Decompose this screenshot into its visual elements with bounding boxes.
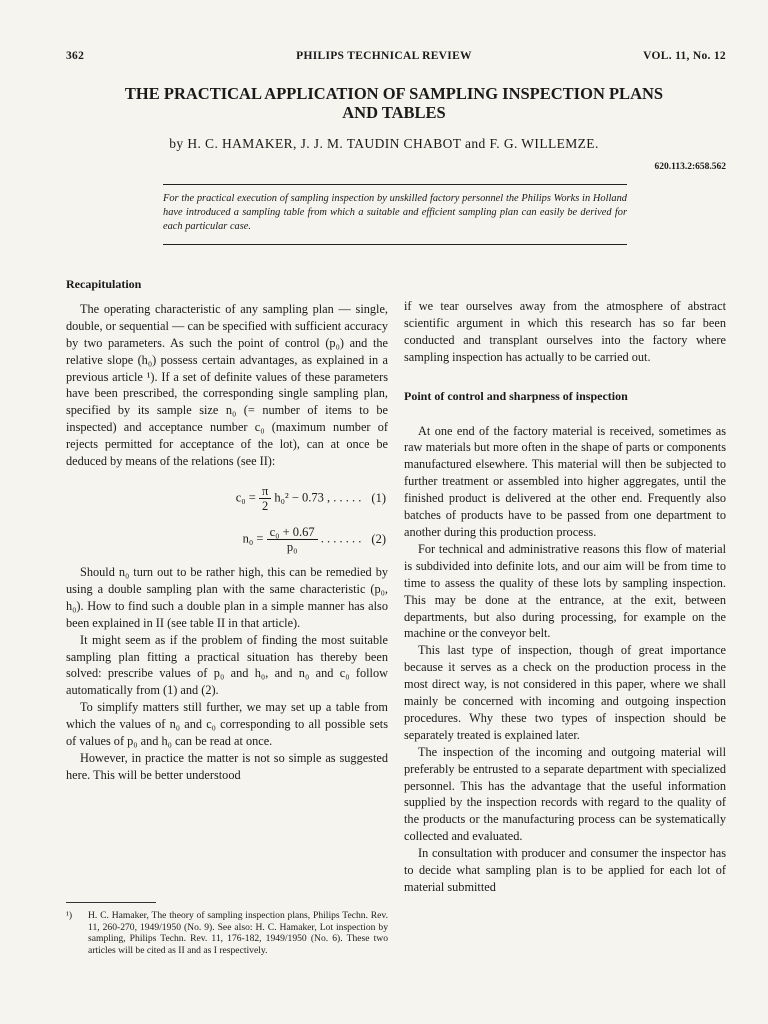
footnote-rule [66,902,156,903]
section-heading-recapitulation: Recapitulation [66,277,142,291]
section-heading-point-of-control: Point of control and sharpness of inspection [404,388,628,403]
eq1-numerator: π [259,484,271,499]
authors: by H. C. HAMAKER, J. J. M. TAUDIN CHABOT and F. G. WILLEMZE. [169,136,599,151]
running-header: PHILIPS TECHNICAL REVIEW [296,50,472,62]
page-number: 362 [66,50,85,62]
abstract-top-rule [163,184,627,185]
title-line-1: THE PRACTICAL APPLICATION OF SAMPLING INSPECTION PLANS [124,84,664,103]
eq1-denominator: 2 [261,498,269,513]
left-column [66,276,388,784]
paragraph: It might seem as if the problem of finding the most suitable sampling plan fitting a practical situation has thereby been solved: prescribe values of p₀ and h₀, and n₀ and c₀ follow automatically from (1) and (2). [66,632,388,698]
eq2-fraction [267,525,318,554]
paragraph: if we tear ourselves away from the atmosphere of abstract scientific argument in which this research has so far been conducted and transplant ourselves into the factory where sampling inspection has actually to be carried out. [404,299,726,364]
eq1-fraction [259,484,271,513]
paragraph: In consultation with producer and consumer the inspector has to decide what sampling plan is to be applied for each lot of material submitted [404,846,726,894]
paragraph: At one end of the factory material is received, sometimes as raw materials but more often in the shape of parts or components manufactured elsewhere. This material will then be subjected to further treatment or assembled into higher aggregates, until the finished product is delivered at the other end. Frequently also batches of products have to be passed from one department to another during this production process. [404,423,726,539]
volume-info: VOL. 11, No. 12 [643,50,726,62]
abstract: For the practical execution of sampling inspection by unskilled factory personnel the Philips Works in Holland have introduced a sampling table from which a suitable and efficient sampling plan can easily be derived for each particular case. [163,193,627,232]
right-column [404,298,726,896]
eq2-denominator: p₀ [286,539,298,554]
eq2-label: (2) [371,532,386,547]
eq1-rhs: h₀² − 0.73 , . . . . . [274,490,362,505]
paragraph: Should n₀ turn out to be rather high, this can be remedied by using a double sampling plan with the same characteristic (p₀, h₀). How to find such a double plan in a simple manner has also been explained in II (see table II in that article). [66,564,388,630]
eq2-numerator: c₀ + 0.67 [267,525,318,540]
paragraph: The operating characteristic of any sampling plan — single, double, or sequential — can be specified with sufficient accuracy by two parameters. As such the point of control (p₀) and the relative slope (h₀) possess certain advantages, as explained in a previous article ¹). If a set of definite values of these parameters have been prescribed, the corresponding single sampling plan, specified by its sample size n₀ (= number of items to be inspected) and acceptance number c₀ (maximum number of rejects permitted for acceptance of the lot), can at once be deduced by means of the relations (see II): [66,301,388,469]
eq1-lhs: c₀ = [235,490,256,505]
eq2-lhs: n₀ = [242,531,264,546]
paragraph: However, in practice the matter is not so simple as suggested here. This will be better understood [66,750,388,782]
abstract-bottom-rule [163,244,627,245]
equation-1 [66,484,386,513]
paragraph: To simplify matters still further, we may set up a table from which the values of n₀ and c₀ corresponding to all possible sets of values of p₀ and h₀ can be read at once. [66,700,388,749]
paragraph: The inspection of the incoming and outgoing material will preferably be entrusted to a separate department with specialized personnel. This has the advantage that the useful information supplied by the inspection records with regard to the quality of the products or the manufacturing process can be systematically collected and evaluated. [404,744,726,844]
footnote-mark: ¹) [66,910,73,921]
udc-code: 620.113.2:658.562 [654,162,726,172]
equation-2 [66,525,386,554]
footnote-text: H. C. Hamaker, The theory of sampling inspection plans, Philips Techn. Rev. 11, 260-270, 1949/1950 (No. 9). See also: H. C. Hamaker, Lot inspection by sampling, Philips Techn. Rev. 11, 176-182, 1949/1950 (No. 6). These two articles will be cited as II and as I respectively. [88,910,388,956]
eq2-rhs: . . . . . . . [320,531,362,546]
paragraph: This last type of inspection, though of great importance because it serves as a check on the production process in the most direct way, is not considered in this paper, where we shall mainly be concerned with incoming and outgoing inspection procedures. Why these two types of inspection should be separately treated is explained later. [404,643,726,742]
article-title [100,84,688,122]
paragraph: For technical and administrative reasons this flow of material is subdivided into definite lots, and our aim will be from time to time to assess the quality of these lots by sampling inspection. This may be done at the entrance, at the exit, between departments, but also during processing, for example on the machine or the conveyor belt. [404,541,726,641]
footnote [66,910,388,956]
title-line-2: AND TABLES [342,103,446,122]
eq1-label: (1) [371,491,386,506]
